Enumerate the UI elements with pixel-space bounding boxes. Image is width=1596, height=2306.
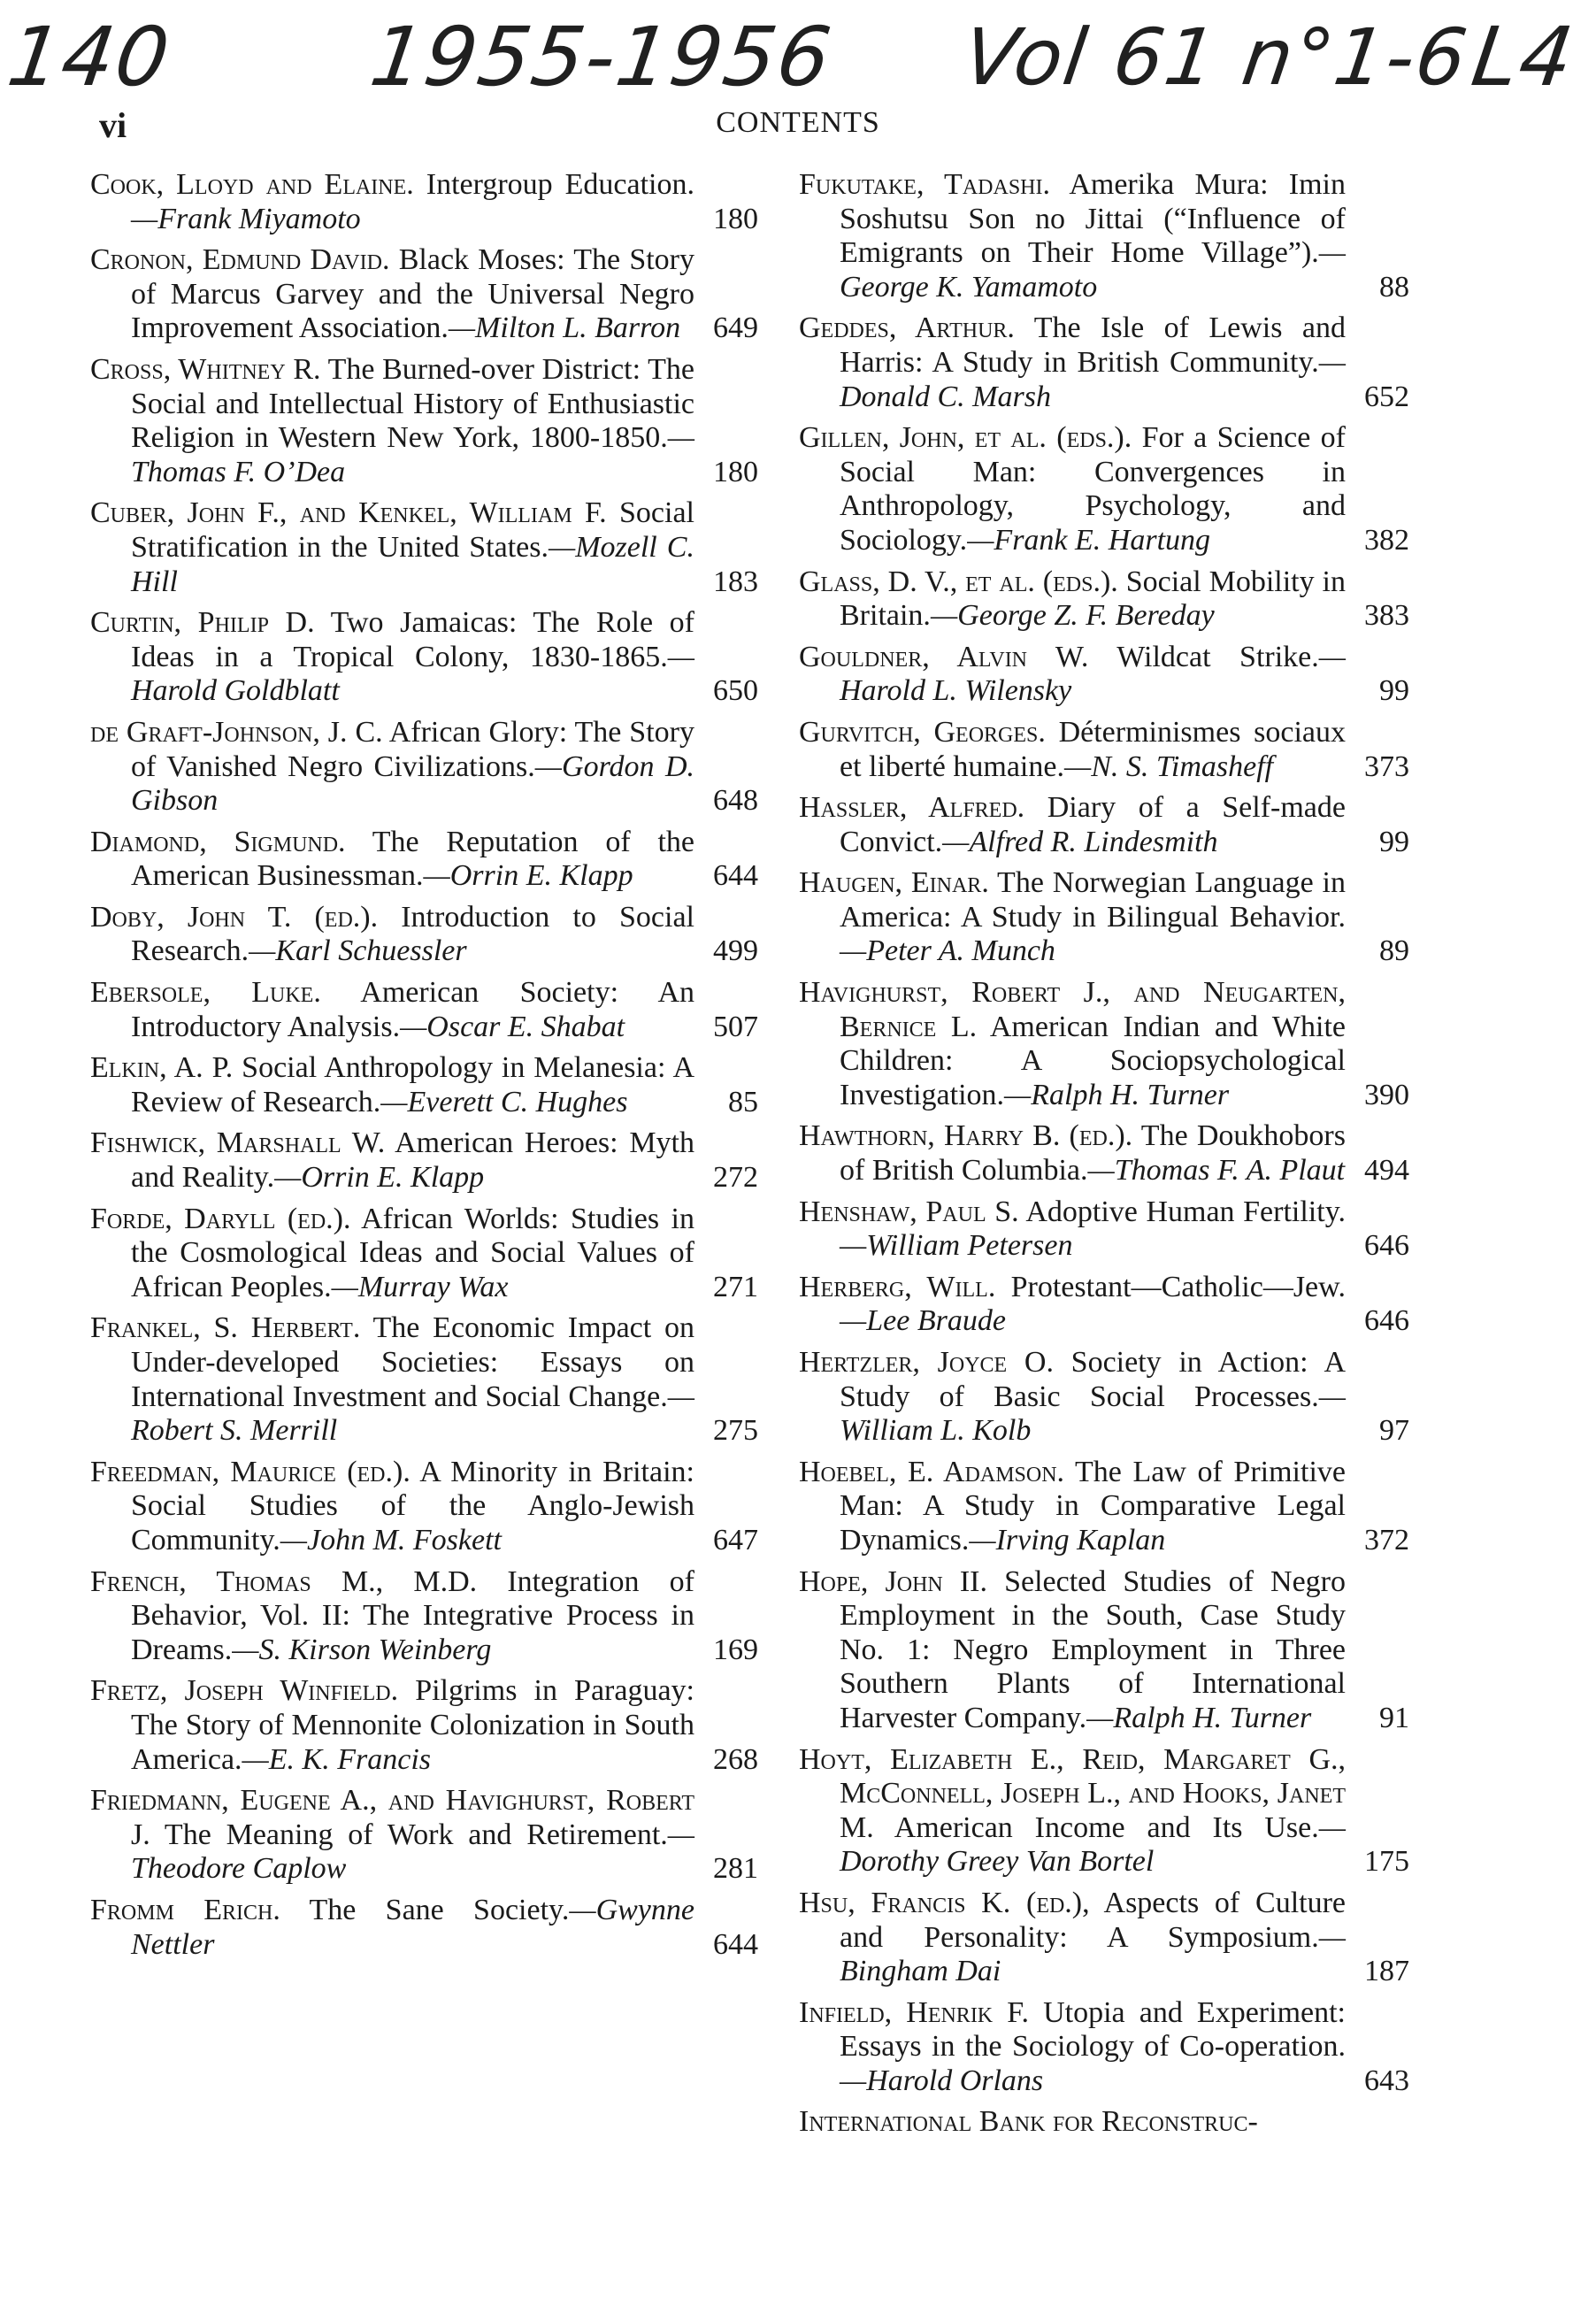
entry-reviewer: —Harold L. Wilensky — [840, 640, 1346, 708]
entry-reviewer: —Peter A. Munch — [840, 934, 1055, 968]
entry-title: American Indian and White Children: A Sociopsychological Investigation. — [840, 1010, 1346, 1111]
entry-reviewer: —Gordon D. Gibson — [131, 749, 695, 818]
entry-page-number: 97 — [1379, 1414, 1409, 1448]
entry-author: Cross, Whitney R. — [90, 352, 321, 386]
entry-reviewer: —Dorothy Greey Van Bortel — [840, 1810, 1346, 1879]
contents-entry — [90, 496, 758, 599]
contents-entry — [90, 716, 758, 819]
entry-reviewer: —Harold Orlans — [840, 2064, 1044, 2097]
entry-title: The Burned-over District: The Social and Intellectual History of Enthusiastic Religion in Western New York, 1800-1850. — [131, 352, 694, 455]
entry-page-number: 643 — [1364, 2064, 1409, 2097]
entry-author: Curtin, Philip D. — [90, 606, 315, 640]
contents-entry — [799, 1271, 1409, 1339]
entry-reviewer: —Mozell C. Hill — [131, 530, 694, 598]
entry-title: Social Anthropology in Melanesia: A Review of Research. — [131, 1051, 695, 1118]
contents-entry — [90, 243, 758, 346]
entry-title: American Society: An Introductory Analysis. — [131, 976, 694, 1043]
entry-author: Frankel, S. Herbert. — [90, 1311, 361, 1345]
entry-author: Haugen, Einar. — [799, 866, 989, 900]
page-number: vi — [99, 105, 127, 145]
running-title: CONTENTS — [716, 106, 880, 139]
entry-author: Freedman, Maurice (ed.). — [90, 1455, 411, 1488]
entry-page-number: 646 — [1364, 1229, 1409, 1263]
entry-author: Gouldner, Alvin W. — [799, 640, 1089, 673]
entry-title: The Law of Primitive Man: A Study in Comparative Legal Dynamics. — [840, 1455, 1346, 1557]
entry-author: Hoyt, Elizabeth E., Reid, Margaret G., McConnell, Joseph L., and Hooks, Janet M. — [799, 1742, 1346, 1844]
entry-title: Social Mobility in Britain. — [840, 565, 1346, 633]
contents-entry — [799, 866, 1409, 969]
contents-entry — [799, 2105, 1409, 2140]
entry-page-number: 644 — [713, 1927, 758, 1961]
entry-title: Society in Action: A Study of Basic Social Processes. — [840, 1346, 1347, 1413]
entry-page-number: 652 — [1364, 380, 1409, 413]
entry-title: Diary of a Self-made Convict. — [840, 791, 1346, 858]
entry-reviewer: —Frank E. Hartung — [967, 523, 1211, 557]
entry-page-number: 180 — [713, 455, 758, 488]
contents-entry — [799, 1887, 1409, 1989]
entry-author: de Graft-Johnson, J. C. — [90, 715, 383, 749]
handwritten-number: 140 — [2, 10, 177, 104]
entry-author: Herberg, Will. — [799, 1270, 996, 1303]
entry-title: Utopia and Experiment: Essays in the Sociology of Co-operation. — [840, 1995, 1346, 2064]
entry-reviewer: —S. Kirson Weinberg — [232, 1633, 492, 1666]
entry-page-number: 183 — [713, 565, 758, 598]
entry-reviewer: —Milton L. Barron — [448, 311, 681, 345]
entry-page-number: 272 — [713, 1161, 758, 1195]
entry-page-number: 648 — [713, 784, 758, 818]
entry-reviewer: —Thomas F. A. Plaut — [1087, 1154, 1346, 1188]
entry-reviewer: —Donald C. Marsh — [840, 345, 1346, 413]
contents-entry — [799, 1346, 1409, 1449]
entry-author: Fretz, Joseph Winfield. — [90, 1674, 399, 1708]
entry-page-number: 383 — [1364, 599, 1409, 633]
entry-title: Selected Studies of Negro Employment in the South, Case Study No. 1: Negro Employment in Three Southern Plants of International Harvester Company. — [840, 1564, 1346, 1734]
contents-entry — [90, 1456, 758, 1558]
entry-reviewer: —William Petersen — [840, 1229, 1073, 1263]
entry-author: French, Thomas M., M.D. — [90, 1564, 478, 1598]
contents-entry — [90, 1674, 758, 1777]
entry-author: Diamond, Sigmund. — [90, 825, 346, 858]
contents-entry — [90, 1126, 758, 1195]
entry-author: Glass, D. V., et al. (eds.). — [799, 565, 1118, 598]
entry-reviewer: —Oscar E. Shabat — [400, 1010, 625, 1043]
handwritten-code: L4 — [1466, 10, 1581, 104]
entry-author: Hoebel, E. Adamson. — [799, 1455, 1065, 1488]
entry-page-number: 187 — [1364, 1955, 1409, 1988]
contents-entry — [799, 1565, 1409, 1736]
contents-entry — [799, 1119, 1409, 1188]
entry-reviewer: —George Z. F. Bereday — [930, 599, 1215, 633]
contents-entry — [799, 168, 1409, 304]
right-column — [799, 168, 1409, 2147]
entry-author: Elkin, A. P. — [90, 1051, 234, 1085]
entry-page-number: 499 — [713, 934, 758, 968]
contents-entry — [799, 716, 1409, 784]
entry-title: The Meaning of Work and Retirement. — [150, 1818, 668, 1851]
entry-author: Cronon, Edmund David. — [90, 243, 390, 277]
entry-author: Cuber, John F., and Kenkel, William F. — [90, 496, 607, 530]
entry-author: Hawthorn, Harry B. (ed.). — [799, 1119, 1133, 1153]
contents-entry — [90, 1565, 758, 1668]
entry-title: Adoptive Human Fertility. — [1018, 1195, 1346, 1228]
contents-entry — [799, 641, 1409, 709]
contents-entry — [90, 976, 758, 1044]
entry-reviewer: —Robert S. Merrill — [131, 1380, 694, 1448]
entry-author: Doby, John T. (ed.). — [90, 900, 379, 934]
entry-reviewer: —Bingham Dai — [840, 1920, 1346, 1988]
entry-author: Hsu, Francis K. (ed.), — [799, 1886, 1090, 1919]
entry-reviewer: —Gwynne Nettler — [131, 1893, 694, 1961]
entry-title: The Norwegian Language in America: A Study in Bilingual Behavior. — [840, 866, 1346, 934]
entry-title: Protestant—Catholic—Jew. — [995, 1270, 1346, 1303]
entry-reviewer: —Orrin E. Klapp — [423, 859, 633, 893]
entry-page-number: 382 — [1364, 523, 1409, 557]
contents-entry — [799, 421, 1409, 557]
contents-entry — [90, 1894, 758, 1962]
entry-reviewer: —Orrin E. Klapp — [274, 1161, 485, 1195]
entry-author: Fishwick, Marshall W. — [90, 1126, 386, 1160]
entry-page-number: 268 — [713, 1742, 758, 1776]
entry-author: Havighurst, Robert J., and Neugarten, Bernice L. — [799, 976, 1346, 1043]
entry-page-number: 646 — [1364, 1304, 1409, 1338]
entry-title: Introduction to Social Research. — [131, 900, 694, 968]
handwritten-years: 1955-1956 — [364, 10, 839, 104]
entry-title: African Glory: The Story of Vanished Negro Civilizations. — [131, 715, 694, 783]
contents-entry — [90, 168, 758, 236]
entry-author: Fromm Erich. — [90, 1893, 280, 1926]
entry-author: Cook, Lloyd and Elaine. — [90, 168, 414, 201]
entry-title: The Sane Society. — [280, 1893, 570, 1926]
entry-page-number: 88 — [1379, 270, 1409, 304]
entry-title: Integration of Behavior, Vol. II: The Integrative Process in Dreams. — [131, 1564, 694, 1666]
entry-page-number: 649 — [713, 311, 758, 345]
entry-title: The Doukhobors of British Columbia. — [840, 1119, 1346, 1188]
contents-entry — [90, 1784, 758, 1887]
entry-author: Fukutake, Tadashi. — [799, 168, 1050, 201]
handwritten-volume: Vol 61 n°1-6 — [957, 12, 1475, 103]
entry-author: Gurvitch, Georges. — [799, 715, 1046, 749]
entry-reviewer: —Alfred R. Lindesmith — [942, 825, 1218, 858]
entry-reviewer: —Ralph H. Turner — [1004, 1078, 1230, 1111]
contents-entry — [799, 1456, 1409, 1558]
contents-entry — [90, 606, 758, 709]
entry-title: Déterminismes sociaux et liberté humaine. — [840, 715, 1346, 783]
entry-reviewer: —N. S. Timasheff — [1063, 749, 1274, 783]
entry-title: The Isle of Lewis and Harris: A Study in British Community. — [840, 311, 1347, 379]
entry-page-number: 390 — [1364, 1078, 1409, 1111]
contents-entry — [799, 565, 1409, 634]
entry-title: Pilgrims in Paraguay: The Story of Mennonite Colonization in South America. — [131, 1674, 694, 1776]
entry-reviewer: —E. K. Francis — [242, 1742, 431, 1776]
entry-title: American Income and Its Use. — [873, 1810, 1319, 1844]
entry-page-number: 650 — [713, 674, 758, 708]
entry-page-number: 373 — [1364, 749, 1409, 783]
entry-author: Hertzler, Joyce O. — [799, 1346, 1054, 1379]
entry-page-number: 89 — [1379, 934, 1409, 968]
entry-author: Gillen, John, et al. (eds.). — [799, 421, 1132, 455]
entry-author: Hassler, Alfred. — [799, 791, 1025, 825]
entry-reviewer: —Karl Schuessler — [249, 934, 467, 968]
contents-entry — [799, 791, 1409, 859]
page-header — [0, 104, 1596, 158]
entry-title: A Minority in Britain: Social Studies of the Anglo-Jewish Community. — [131, 1455, 694, 1557]
entry-title: African Worlds: Studies in the Cosmological Ideas and Social Values of African Peoples. — [131, 1202, 694, 1303]
contents-entry — [799, 311, 1409, 414]
entry-title: The Economic Impact on Under-developed Societies: Essays on International Investment and Social Change. — [131, 1311, 694, 1413]
entry-page-number: 99 — [1379, 674, 1409, 708]
left-column — [90, 168, 758, 1969]
entry-reviewer: —William L. Kolb — [840, 1380, 1346, 1448]
entry-reviewer: —George K. Yamamoto — [840, 236, 1346, 304]
contents-entry — [799, 976, 1409, 1112]
entry-reviewer: —Irving Kaplan — [969, 1523, 1166, 1557]
entry-author: Henshaw, Paul S. — [799, 1195, 1019, 1228]
entry-author: Hope, John II. — [799, 1564, 987, 1598]
entry-page-number: 372 — [1364, 1523, 1409, 1557]
contents-entry — [799, 1743, 1409, 1879]
entry-author: Ebersole, Luke. — [90, 976, 321, 1010]
entry-reviewer: —Lee Braude — [840, 1304, 1006, 1338]
entry-page-number: 169 — [713, 1633, 758, 1666]
entry-page-number: 85 — [728, 1085, 758, 1118]
contents-entry — [90, 1051, 758, 1119]
entry-page-number: 647 — [713, 1523, 758, 1557]
entry-title: For a Science of Social Man: Convergences in Anthropology, Psychology, and Sociology. — [840, 421, 1346, 557]
entry-reviewer: —Harold Goldblatt — [131, 640, 694, 708]
entry-page-number: 99 — [1379, 825, 1409, 858]
contents-entry — [90, 1203, 758, 1305]
entry-page-number: 180 — [713, 202, 758, 235]
entry-page-number: 175 — [1364, 1845, 1409, 1879]
entry-title: Aspects of Culture and Personality: A Symposium. — [840, 1886, 1346, 1954]
entry-page-number: 507 — [713, 1010, 758, 1043]
entry-title: American Heroes: Myth and Reality. — [131, 1126, 694, 1195]
entry-author: Friedmann, Eugene A., and Havighurst, Robert J. — [90, 1784, 694, 1851]
entry-reviewer: —John M. Foskett — [280, 1523, 502, 1557]
contents-entry — [90, 901, 758, 969]
entry-title: Amerika Mura: Imin Soshutsu Son no Jittai (“Influence of Emigrants on Their Home Village”). — [840, 168, 1346, 270]
entry-reviewer: —Thomas F. O’Dea — [131, 421, 694, 488]
entry-title: Social Stratification in the United States. — [131, 496, 695, 564]
entry-reviewer: —Murray Wax — [331, 1270, 509, 1303]
entry-title: Black Moses: The Story of Marcus Garvey and the Universal Negro Improvement Association. — [131, 243, 694, 345]
contents-entry — [90, 353, 758, 489]
entry-reviewer: —Everett C. Hughes — [380, 1085, 628, 1118]
entry-page-number: 271 — [713, 1270, 758, 1303]
entry-title: The Reputation of the American Businessman. — [131, 825, 694, 893]
entry-title: Wildcat Strike. — [1088, 640, 1319, 673]
contents-entry — [799, 1996, 1409, 2099]
entry-page-number: 281 — [713, 1852, 758, 1886]
entry-author: International Bank for Reconstruc- — [799, 2105, 1258, 2139]
entry-page-number: 275 — [713, 1414, 758, 1448]
entry-page-number: 644 — [713, 859, 758, 893]
contents-entry — [90, 826, 758, 894]
entry-title: Intergroup Education. — [413, 168, 694, 201]
entry-author: Forde, Daryll (ed.). — [90, 1202, 351, 1235]
entry-page-number: 494 — [1364, 1154, 1409, 1188]
entry-author: Infield, Henrik F. — [799, 1995, 1029, 2029]
entry-reviewer: —Theodore Caplow — [131, 1818, 694, 1886]
entry-page-number: 91 — [1379, 1701, 1409, 1734]
entry-author: Geddes, Arthur. — [799, 311, 1015, 345]
handwritten-annotation — [0, 0, 1596, 115]
entry-reviewer: —Frank Miyamoto — [131, 202, 361, 235]
entry-title: Two Jamaicas: The Role of Ideas in a Tropical Colony, 1830-1865. — [131, 606, 694, 673]
contents-entry — [90, 1311, 758, 1448]
contents-entry — [799, 1195, 1409, 1264]
entry-reviewer: —Ralph H. Turner — [1086, 1701, 1312, 1734]
